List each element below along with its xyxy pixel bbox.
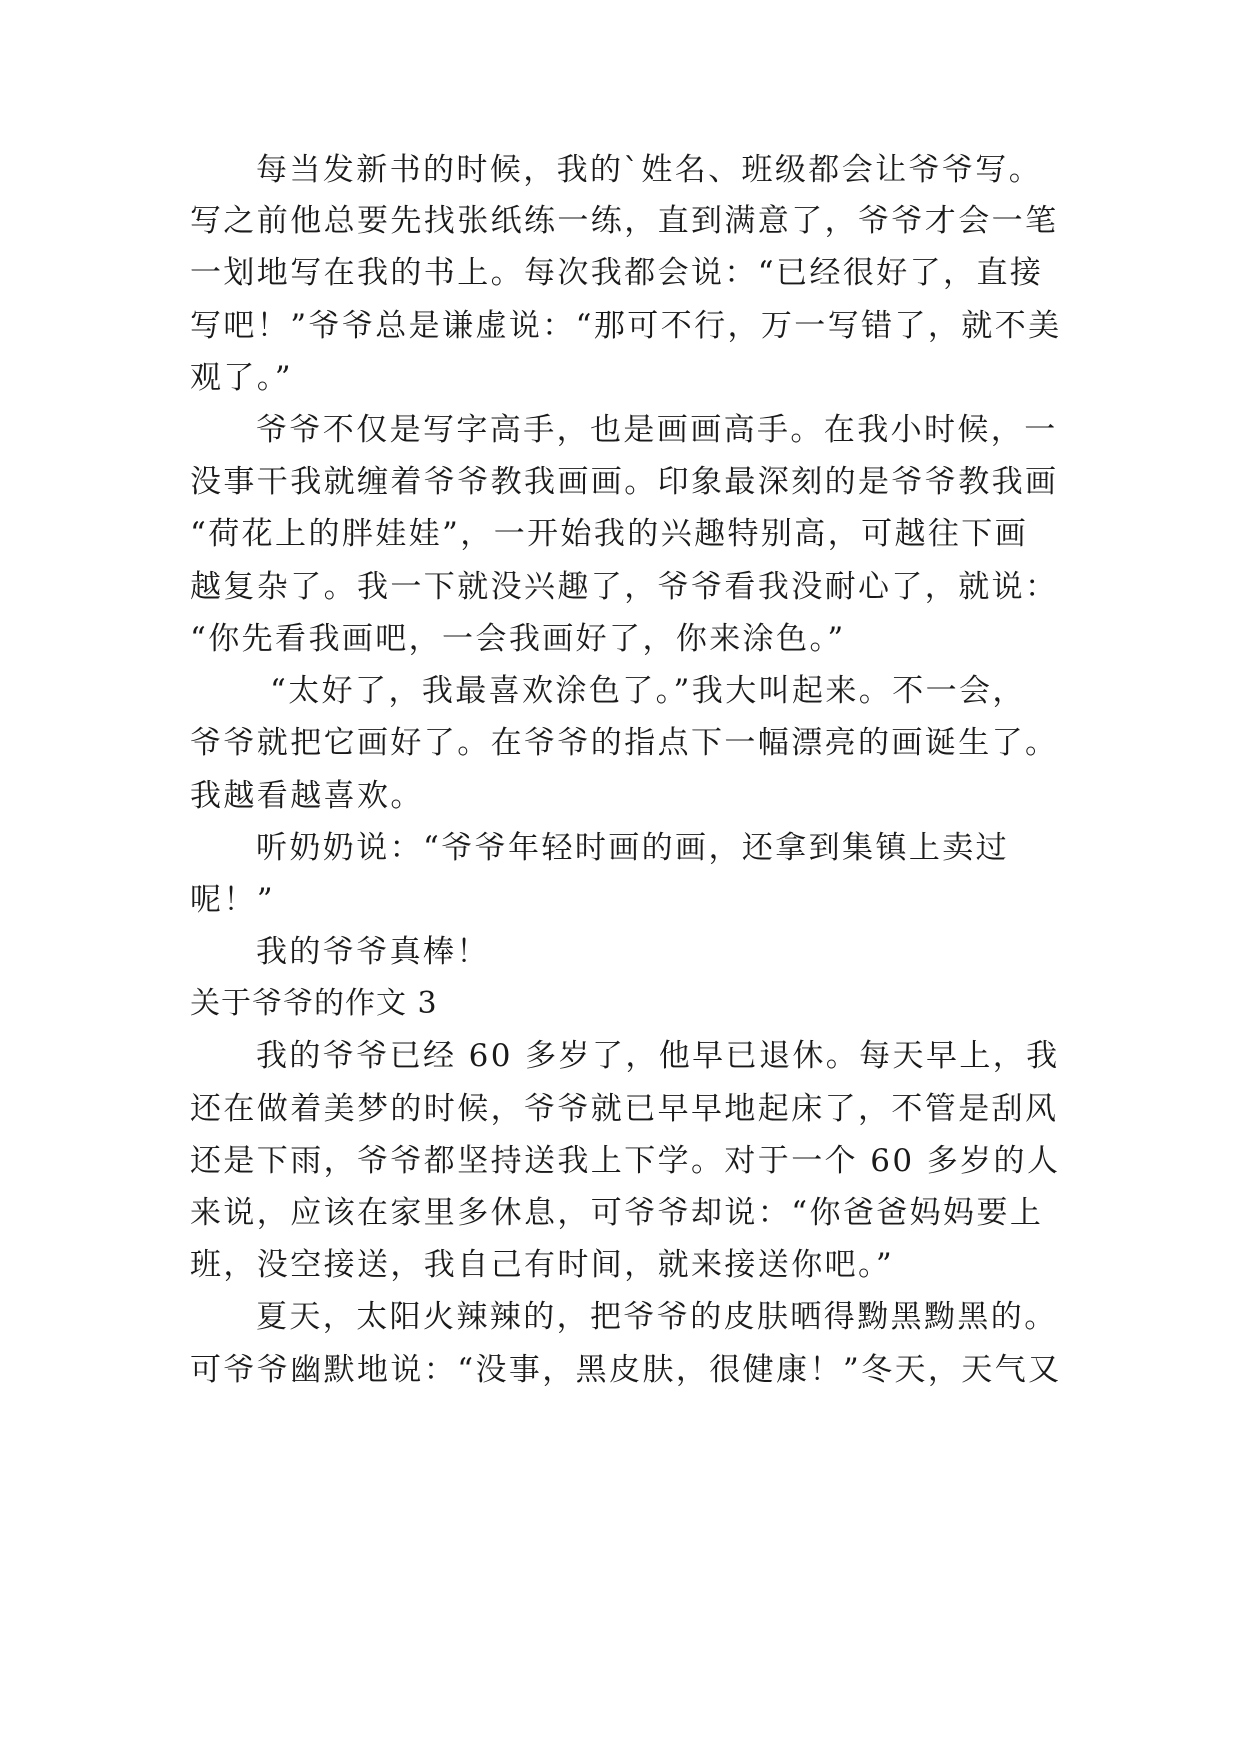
text-line: “你先看我画吧，一会我画好了，你来涂色。” [190, 621, 846, 657]
text-line: 写吧！”爷爷总是谦虚说：“那可不行，万一写错了，就不美 [190, 308, 1062, 344]
text-line: 一划地写在我的书上。每次我都会说：“已经很好了，直接 [190, 255, 1044, 291]
text-line: 我的爷爷已经 60 多岁了，他早已退休。每天早上，我 [256, 1038, 1060, 1074]
text-line: 每当发新书的时候，我的`姓名、班级都会让爷爷写。 [256, 152, 1043, 188]
text-line: 观了。” [190, 360, 293, 396]
text-line: 越复杂了。我一下就没兴趣了，爷爷看我没耐心了，就说： [190, 569, 1059, 605]
text-line: “太好了，我最喜欢涂色了。”我大叫起来。不一会， [270, 673, 1026, 709]
text-line: 还是下雨，爷爷都坚持送我上下学。对于一个 60 多岁的人 [190, 1143, 1061, 1179]
text-line: 来说，应该在家里多休息，可爷爷却说：“你爸爸妈妈要上 [190, 1195, 1044, 1231]
text-line: 可爷爷幽默地说：“没事，黑皮肤，很健康！”冬天，天气又 [190, 1352, 1062, 1388]
text-line: 写之前他总要先找张纸练一练，直到满意了，爷爷才会一笔 [190, 203, 1059, 239]
text-line: 班，没空接送，我自己有时间，就来接送你吧。” [190, 1247, 895, 1283]
text-line: 我的爷爷真棒！ [256, 934, 490, 970]
text-line: 夏天，太阳火辣辣的，把爷爷的皮肤晒得黝黑黝黑的。 [256, 1299, 1058, 1335]
text-line: 爷爷不仅是写字高手，也是画画高手。在我小时候，一 [256, 412, 1058, 448]
text-line: 没事干我就缠着爷爷教我画画。印象最深刻的是爷爷教我画 [190, 464, 1059, 500]
text-line: “荷花上的胖娃娃”，一开始我的兴趣特别高，可越往下画 [190, 516, 1029, 552]
text-line: 我越看越喜欢。 [190, 778, 424, 814]
text-line: 爷爷就把它画好了。在爷爷的指点下一幅漂亮的画诞生了。 [190, 725, 1059, 761]
section-heading: 关于爷爷的作文 3 [190, 986, 438, 1021]
text-line: 还在做着美梦的时候，爷爷就已早早地起床了，不管是刮风 [190, 1091, 1059, 1127]
text-line: 呢！” [190, 882, 276, 918]
text-line: 听奶奶说：“爷爷年轻时画的画，还拿到集镇上卖过 [256, 830, 1010, 866]
